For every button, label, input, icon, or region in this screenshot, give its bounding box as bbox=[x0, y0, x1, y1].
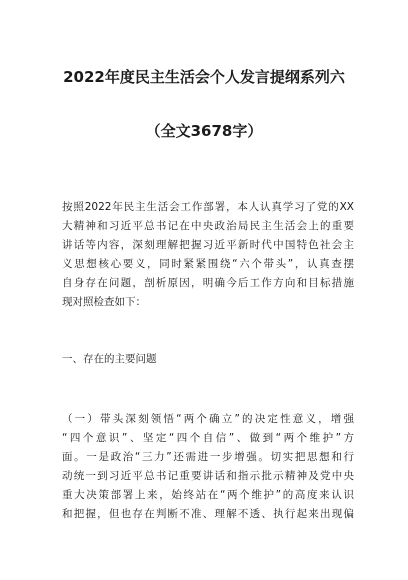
item-line: 动统一到习近平总书记重要讲话和指示批示精神及党中央 bbox=[62, 470, 354, 482]
intro-line: 现对照检查如下： bbox=[62, 296, 146, 308]
document-subtitle: （全文3678字） bbox=[145, 122, 263, 140]
item-line: 重大决策部署上来，始终站在“两个维护”的高度来认识 bbox=[62, 489, 354, 501]
intro-line: 自身存在问题，剖析原因，明确今后工作方向和目标措施 bbox=[62, 277, 354, 289]
item-line: 面。一是政治“三力”还需进一步增强。切实把思想和行 bbox=[62, 451, 354, 463]
problem-item-paragraph bbox=[62, 410, 354, 524]
intro-paragraph bbox=[62, 198, 354, 312]
intro-line: 按照2022年民主生活会工作部署，本人认真学习了党的XX bbox=[62, 201, 354, 213]
item-line: “四个意识”、坚定“四个自信”、做到“两个维护”方 bbox=[62, 432, 354, 444]
section-heading: 一、存在的主要问题 bbox=[62, 353, 157, 365]
intro-line: 讲话等内容，深刻理解把握习近平新时代中国特色社会主 bbox=[62, 239, 354, 251]
document-title: 2022年度民主生活会个人发言提纲系列六 bbox=[63, 68, 345, 86]
intro-line: 大精神和习近平总书记在中央政治局民主生活会上的重要 bbox=[62, 220, 354, 232]
item-line: 和把握，但也存在判断不准、理解不透、执行起来出现偏 bbox=[62, 508, 354, 520]
item-line: （一）带头深刻领悟“两个确立”的决定性意义，增强 bbox=[62, 413, 354, 425]
intro-line: 义思想核心要义，同时紧紧围绕“六个带头”，认真查摆 bbox=[62, 258, 354, 270]
